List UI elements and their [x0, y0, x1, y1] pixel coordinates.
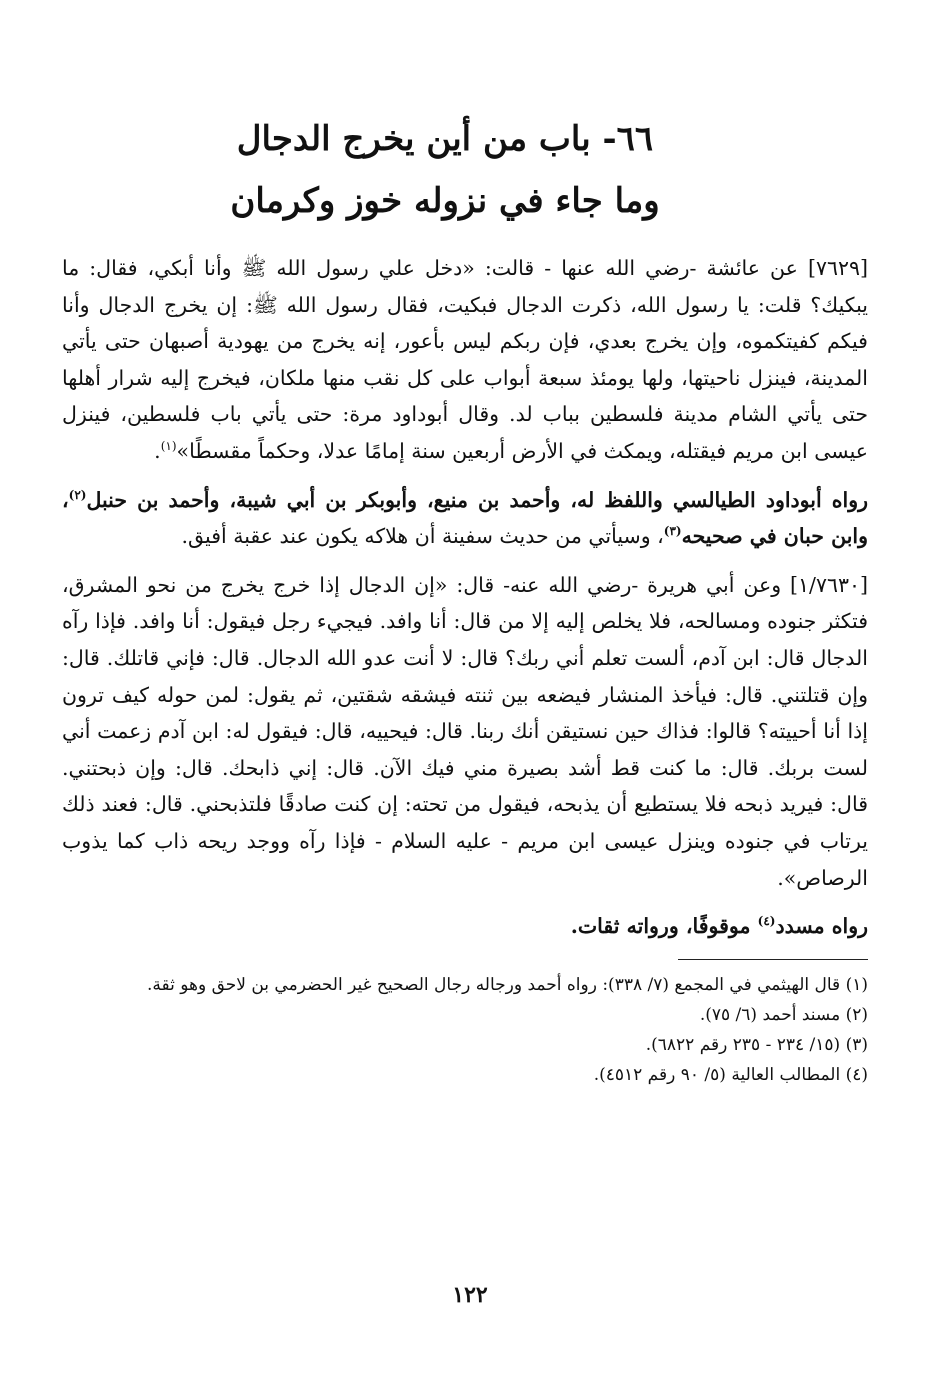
- footnote-ref-2: (٢): [68, 487, 87, 502]
- attribution-text-c: ، وسيأتي من حديث سفينة أن هلاكه يكون عند عقبة أفيق.: [181, 524, 664, 549]
- footnote-4: (٤) المطالب العالية (٥/ ٩٠ رقم ٤٥١٢).: [593, 1064, 868, 1085]
- attribution-7629: [62, 482, 868, 555]
- attribution-text-a: رواه مسدد: [775, 914, 868, 939]
- footnotes: [62, 970, 868, 1090]
- chapter-title: [62, 108, 868, 232]
- hadith-number: [٧٦٢٩]: [807, 256, 868, 280]
- attribution-text-a: رواه أبوداود الطيالسي واللفظ له، وأحمد بن منيع، وأبوبكر بن أبي شيبة، وأحمد بن حنبل: [86, 487, 868, 512]
- hadith-7629: [62, 250, 868, 470]
- hadith-text: عن عائشة -رضي الله عنها - قالت: «دخل علي رسول الله ﷺ وأنا أبكي، فقال: ما يبكيك؟ قلت: يا رسول الله، ذكرت الدجال فبكيت، فقال رسول الله ﷺ: إن يخرج الدجال وأنا فيكم كفيتكموه، وإن يخرج بعدي، فإن ربكم ليس بأعور، إنه يخرج من يهودية أصبهان حتى يأتي المدينة، فينزل ناحيتها، ولها يومئذ سبعة أبواب على كل نقب منها ملكان، فيخرج إليه شرار أهلها حتى يأتي الشام مدينة فلسطين بباب لد. وقال أبوداود مرة: حتى يأتي باب فلسطين، فينزل عيسى ابن مريم فيقتله، ويمكث في الأرض أربعين سنة إمامًا عدلا، وحكماً مقسطًا»: [62, 256, 868, 463]
- footnote-1: (١) قال الهيثمي في المجمع (٧/ ٣٣٨): رواه أحمد ورجاله رجال الصحيح غير الحضرمي بن لاحق وهو ثقة.: [146, 974, 868, 995]
- attribution-text-b: موقوفًا، ورواته ثقات.: [570, 914, 758, 939]
- hadith-7630: [62, 567, 868, 896]
- hadith-end: .: [154, 438, 161, 463]
- footnote-3: (٣) (١٥/ ٢٣٤ - ٢٣٥ رقم ٦٨٢٢).: [645, 1034, 868, 1055]
- attribution-7630: [62, 908, 868, 945]
- footnote-ref-3: (٣): [663, 524, 682, 539]
- footnote-divider: [678, 959, 868, 960]
- hadith-number: [١/٧٦٣٠]: [790, 572, 868, 597]
- footnote-ref-4: (٤): [757, 914, 776, 929]
- page-number: ١٢٢: [452, 1282, 488, 1308]
- footnote-ref-1: (١): [160, 439, 177, 454]
- hadith-text: وعن أبي هريرة -رضي الله عنه- قال: «إن الدجال إذا خرج يخرج من نحو المشرق، فتكثر جنوده ومسالحه، فلا يخلص إليه إلا من قال: أنا وافد. فيجيء رجل فيقول: أنا وافد. فإذا رآه الدجال قال: ابن آدم، ألست تعلم أني ربك؟ قال: لا أنت عدو الله الدجال. قال: فإني قاتلك. قال: وإن قتلتني. قال: فيأخذ المنشار فيضعه بين ثنته فيشقه شقتين، ثم يقول: لمن حوله كيف ترون إذا أنا أحييته؟ قالوا: فذاك حين نستيقن أنك ربنا. قال: فيحييه، قال: فيقول له: ابن آدم زعمت أني لست بربك. قال: ما كنت قط أشد بصيرة مني فيك الآن. قال: إني ذابحك. قال: وإن ذبحتني. قال: فيريد ذبحه فلا يستطيع أن يذبحه، فيقول من تحته: إن كنت صادقًا فلتذبحني. قال: فعند ذلك يرتاب في جنوده وينزل عيسى ابن مريم - عليه السلام - فإذا رآه ووجد ريحه ذاب كما يذوب الرصاص».: [62, 572, 868, 890]
- footnote-2: (٢) مسند أحمد (٦/ ٧٥).: [699, 1004, 868, 1025]
- chapter-title-line-1: ٦٦- باب من أين يخرج الدجال: [236, 119, 654, 159]
- attribution-text-b: ، وابن حبان في صحيحه: [62, 487, 868, 549]
- chapter-title-line-2: وما جاء في نزوله خوز وكرمان: [230, 181, 660, 221]
